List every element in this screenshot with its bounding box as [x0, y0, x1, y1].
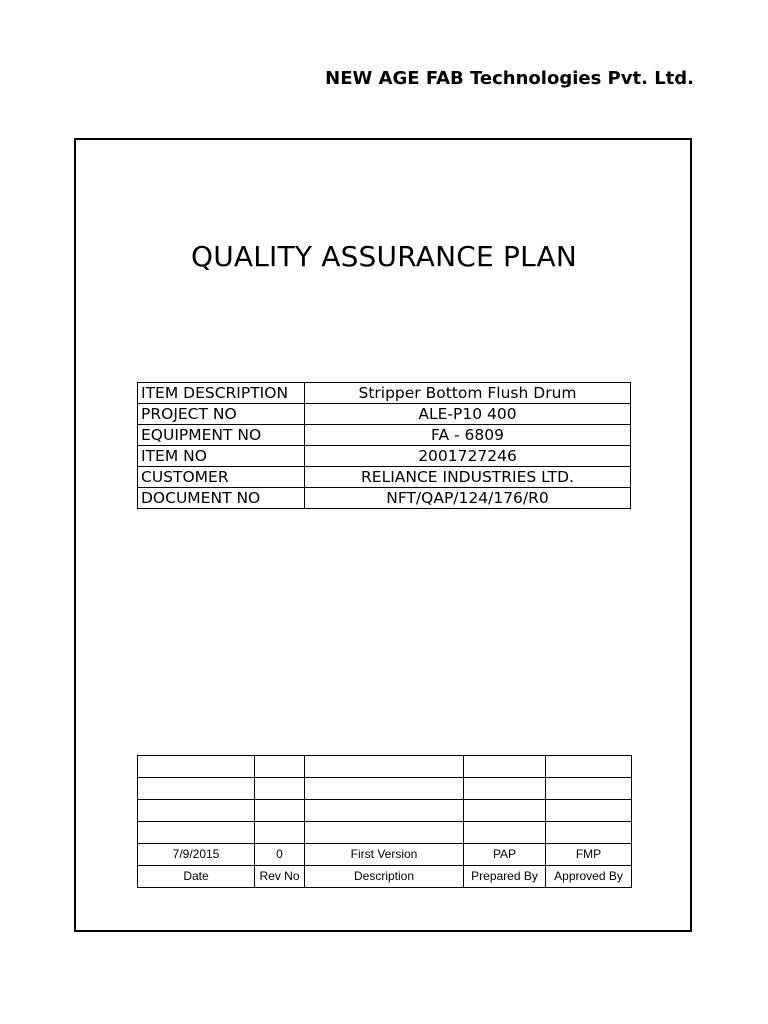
info-table [137, 382, 631, 509]
table-row [138, 822, 632, 844]
revision-description-cell [305, 778, 464, 800]
revision-table [137, 755, 632, 888]
revision-no-cell [255, 778, 305, 800]
equipment-no-label: EQUIPMENT NO [138, 425, 305, 446]
revision-no-cell [255, 822, 305, 844]
rev-no-header: Rev No [255, 866, 305, 888]
table-row [138, 446, 631, 467]
revision-description-cell [305, 822, 464, 844]
item-description-value: Stripper Bottom Flush Drum [305, 383, 631, 404]
revision-date-cell [138, 800, 255, 822]
table-row [138, 778, 632, 800]
revision-date-cell [138, 756, 255, 778]
equipment-no-value: FA - 6809 [305, 425, 631, 446]
revision-approved-cell [546, 778, 632, 800]
table-row [138, 844, 632, 866]
project-no-value: ALE-P10 400 [305, 404, 631, 425]
revision-prepared-cell [464, 800, 546, 822]
table-row [138, 800, 632, 822]
revision-date-cell [138, 778, 255, 800]
approved-by-header: Approved By [546, 866, 632, 888]
document-no-value: NFT/QAP/124/176/R0 [305, 488, 631, 509]
revision-no-cell [255, 756, 305, 778]
revision-approved-cell [546, 756, 632, 778]
revision-description-cell: First Version [305, 844, 464, 866]
revision-description-cell [305, 756, 464, 778]
project-no-label: PROJECT NO [138, 404, 305, 425]
revision-date-cell: 7/9/2015 [138, 844, 255, 866]
revision-no-cell: 0 [255, 844, 305, 866]
table-row [138, 425, 631, 446]
document-no-label: DOCUMENT NO [138, 488, 305, 509]
revision-prepared-cell [464, 822, 546, 844]
customer-label: CUSTOMER [138, 467, 305, 488]
revision-prepared-cell: PAP [464, 844, 546, 866]
description-header: Description [305, 866, 464, 888]
revision-prepared-cell [464, 756, 546, 778]
customer-value: RELIANCE INDUSTRIES LTD. [305, 467, 631, 488]
page-title: QUALITY ASSURANCE PLAN [190, 240, 578, 273]
prepared-by-header: Prepared By [464, 866, 546, 888]
table-row [138, 756, 632, 778]
table-header-row [138, 866, 632, 888]
table-row [138, 383, 631, 404]
item-no-label: ITEM NO [138, 446, 305, 467]
table-row [138, 404, 631, 425]
table-row [138, 467, 631, 488]
revision-approved-cell [546, 800, 632, 822]
company-name: NEW AGE FAB Technologies Pvt. Ltd. [325, 68, 694, 89]
item-description-label: ITEM DESCRIPTION [138, 383, 305, 404]
item-no-value: 2001727246 [305, 446, 631, 467]
revision-approved-cell: FMP [546, 844, 632, 866]
date-header: Date [138, 866, 255, 888]
table-row [138, 488, 631, 509]
revision-date-cell [138, 822, 255, 844]
revision-description-cell [305, 800, 464, 822]
revision-no-cell [255, 800, 305, 822]
revision-prepared-cell [464, 778, 546, 800]
revision-approved-cell [546, 822, 632, 844]
